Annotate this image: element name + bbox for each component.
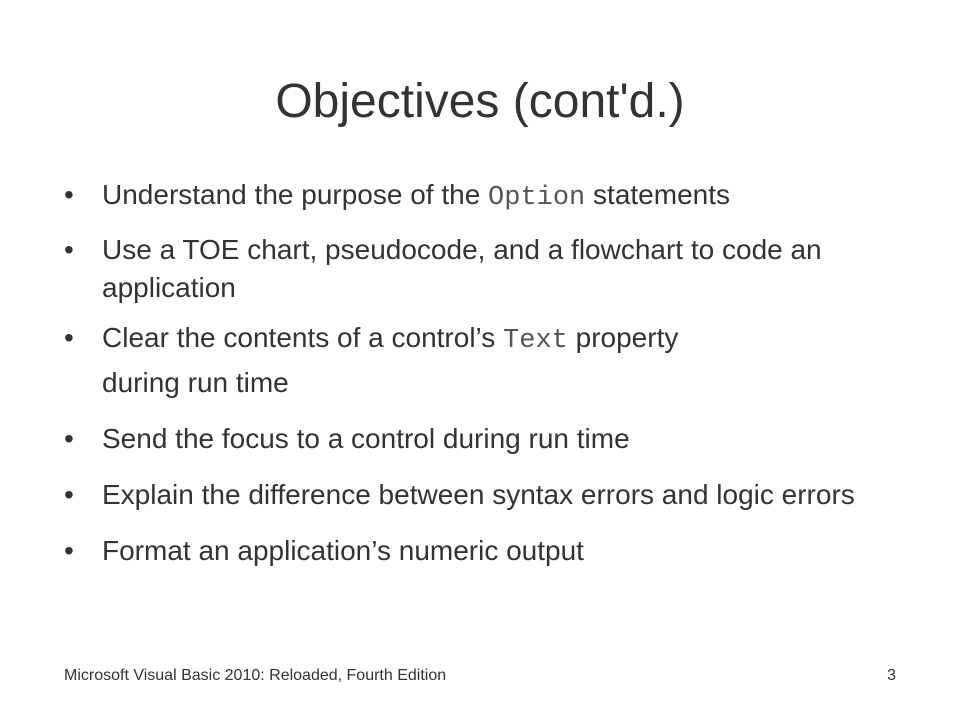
bullet-dot: • [64, 322, 74, 353]
bullet-text: Use a TOE chart, pseudocode, and a flowchart to code an application [102, 234, 822, 303]
bullet-text: Clear the contents of a control’s [102, 322, 504, 353]
bullet-text: Send the focus to a control during run time [102, 423, 630, 454]
bullet-item [60, 476, 910, 514]
bullet-item [60, 420, 910, 458]
bullet-dot: • [64, 479, 74, 510]
code-text: Option [488, 183, 586, 213]
bullet-dot: • [64, 179, 74, 210]
bullet-item [60, 319, 910, 402]
bullet-text: Understand the purpose of the [102, 179, 489, 210]
code-text: Text [503, 326, 568, 356]
page-number: 3 [887, 667, 896, 684]
bullet-dot: • [64, 234, 74, 265]
bullet-text: Explain the difference between syntax errors and logic errors [102, 479, 855, 510]
bullet-text: Format an application’s numeric output [102, 535, 584, 566]
footer-text: Microsoft Visual Basic 2010: Reloaded, Fourth Edition [64, 667, 447, 684]
bullet-item [60, 231, 910, 307]
slide-title: Objectives (cont'd.) [275, 75, 685, 128]
bullet-text: property [567, 322, 679, 353]
bullet-text-continuation: during run time [102, 367, 289, 398]
bullet-text: statements [585, 179, 730, 210]
bullet-item [60, 532, 910, 570]
bullet-item [60, 176, 910, 217]
bullet-dot: • [64, 535, 74, 566]
bullet-list [60, 176, 910, 570]
bullet-dot: • [64, 423, 74, 454]
